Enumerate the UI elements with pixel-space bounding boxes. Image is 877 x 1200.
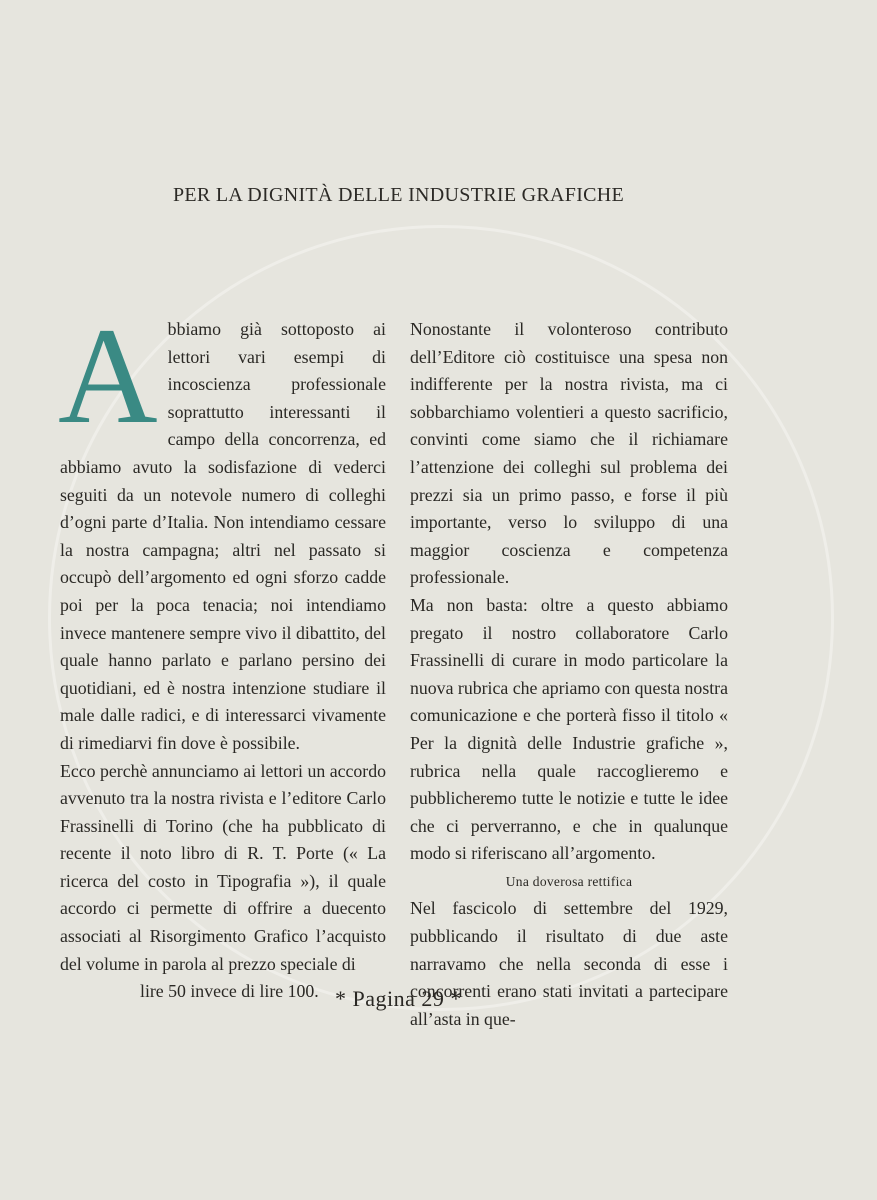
- left-paragraph-2: Ecco perchè annunciamo ai lettori un accordo avvenuto tra la nostra rivista e l’editore Carlo Frassinelli di Torino (che ha pubblicato di recente il noto libro di R. T. Porte (« La ricerca del costo in Tipografia »), il quale accordo ci permette di offrire a duecento associati al Risorgimento Grafico l’acquisto del volume in parola al prezzo speciale di: [60, 760, 386, 974]
- right-paragraph-3: Nel fascicolo di settembre del 1929, pubblicando il risultato di due aste narravamo che nella seconda di esse i concorrenti erano stati invitati a partecipare all’asta in que-: [410, 898, 728, 1029]
- price-line: lire 50 invece di lire 100.: [140, 981, 319, 1002]
- left-paragraph-1: bbiamo già sottoposto ai lettori vari esempi di incoscienza professionale soprattutto interessanti il campo della concorrenza, ed abbiamo avuto la sodisfazione di vederci seguiti da un notevole numero di colleghi d’ogni parte d’Italia. Non intendiamo cessare la nostra campagna; altri nel passato si occupò dell’argomento ed ogni sforzo cadde poi per la poca tenacia; noi intendiamo invece mantenere sempre vivo il dibattito, del quale hanno parlato e parlano persino dei quotidiani, ed è nostra intenzione studiare il male dalle radici, e di interessarci vivamente di rimediarvi fin dove è possibile.: [60, 319, 386, 753]
- right-paragraph-2: Ma non basta: oltre a questo abbiamo pregato il nostro collaboratore Carlo Frassinelli di curare in modo particolare la nuova rubrica che apriamo con questa nostra comunicazione e che porterà fisso il titolo « Per la dignità delle Industrie grafiche », rubrica nella quale raccoglieremo e pubblicheremo tutte le notizie e tutte le idee che ci perverranno, e che in qualunque modo si riferiscano all’argomento.: [410, 594, 728, 864]
- article-title: PER LA DIGNITÀ DELLE INDUSTRIE GRAFICHE: [172, 184, 625, 206]
- drop-cap: A: [58, 299, 158, 452]
- section-subheading: Una doverosa rettifica: [505, 873, 633, 889]
- page-number: * Pagina 29 *: [335, 986, 462, 1011]
- right-paragraph-1: Nonostante il volonteroso contributo dell’Editore ciò costituisce una spesa non indifferente per la nostra rivista, ma ci sobbarchiamo volentieri a questo sacrificio, convinti come siamo che il richiamare l’attenzione dei colleghi sul problema dei prezzi sia un primo passo, e forse il più importante, verso lo sviluppo di una maggior coscienza e competenza professionale.: [410, 319, 728, 588]
- right-column: [410, 316, 728, 1033]
- left-column: [58, 299, 386, 1006]
